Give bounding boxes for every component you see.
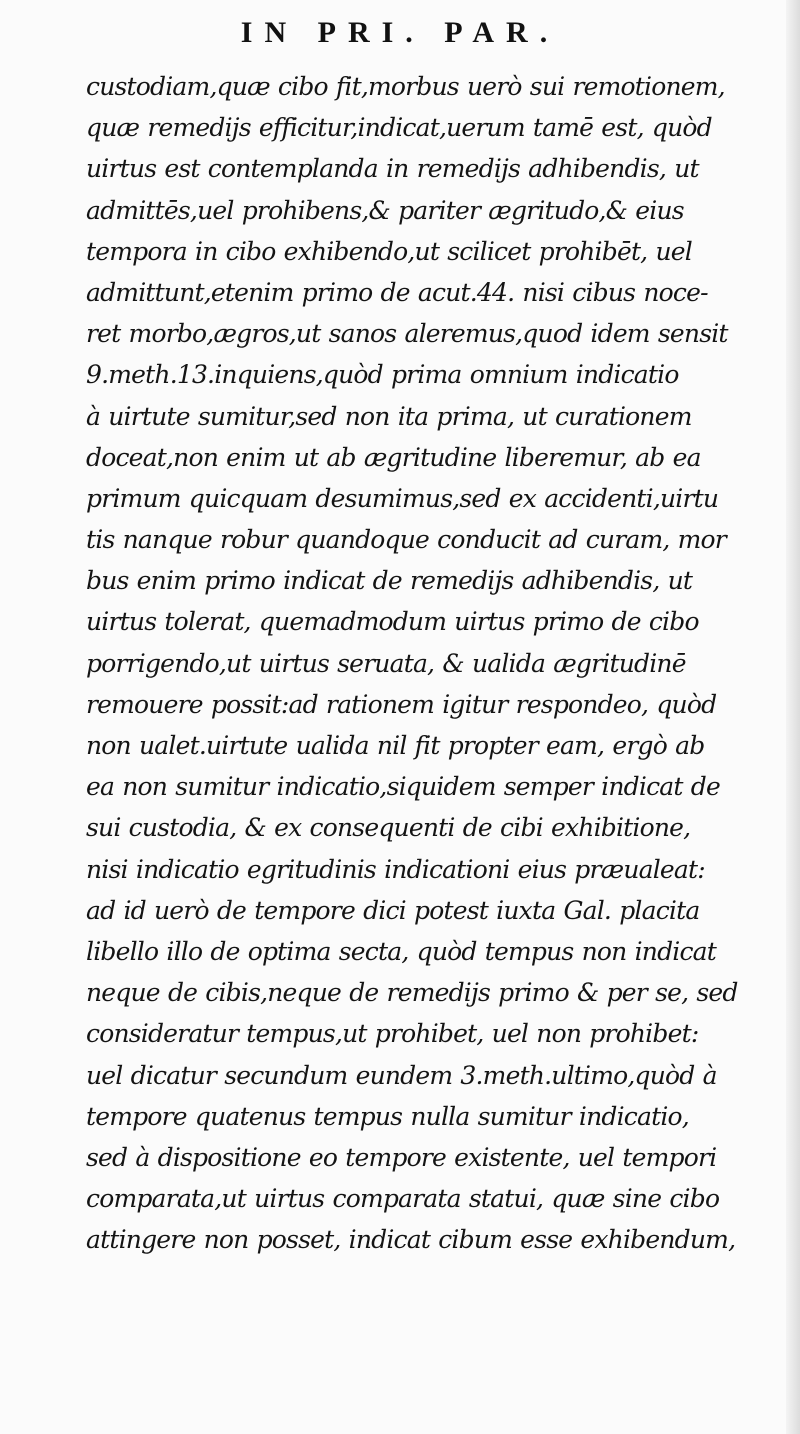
text-line: tis nanque robur quandoque conducit ad curam, mor — [86, 525, 726, 555]
text-line: sui custodia, & ex consequenti de cibi exhibitione, — [86, 813, 691, 843]
text-line: libello illo de optima secta, quòd tempus non indicat — [86, 936, 717, 966]
text-line: porrigendo,ut uirtus seruata, & ualida ægritudinē — [86, 648, 686, 678]
text-line: comparata,ut uirtus comparata statui, quæ sine cibo — [86, 1184, 720, 1214]
running-header: IN PRI. PAR. — [240, 16, 560, 49]
text-line: non ualet.uirtute ualida nil fit propter eam, ergò ab — [86, 731, 705, 760]
body-text — [86, 66, 766, 1260]
text-line: attingere non posset, indicat cibum esse exhibendum, — [86, 1225, 736, 1255]
text-line: remouere possit:ad rationem igitur respondeo, quòd — [86, 689, 717, 719]
text-line: admittēs,uel prohibens,& pariter ægritudo,& eius — [86, 195, 684, 225]
text-line: uel dicatur secundum eundem 3.meth.ultimo,quòd à — [86, 1060, 717, 1090]
text-line: à uirtute sumitur,sed non ita prima, ut curationem — [86, 401, 692, 431]
text-line: admittunt,etenim primo de acut.44. nisi cibus noce- — [86, 277, 708, 307]
text-line: ea non sumitur indicatio,siquidem semper indicat de — [86, 772, 720, 802]
text-line: ad id uerò de tempore dici potest iuxta Gal. placita — [86, 895, 700, 925]
text-line: tempora in cibo exhibendo,ut scilicet prohibēt, uel — [86, 236, 692, 266]
text-line: ret morbo,ægros,ut sanos aleremus,quod idem sensit — [86, 319, 728, 349]
text-line: uirtus est contemplanda in remedijs adhibendis, ut — [86, 154, 699, 184]
text-line: quæ remedijs efficitur,indicat,uerum tamē est, quòd — [86, 113, 712, 143]
text-line: custodiam,quæ cibo fit,morbus uerò sui remotionem, — [86, 72, 725, 101]
text-line: neque de cibis,neque de remedijs primo & per se, sed — [86, 978, 738, 1008]
text-line: sed à dispositione eo tempore existente, uel tempori — [86, 1142, 717, 1172]
text-line: uirtus tolerat, quemadmodum uirtus primo de cibo — [86, 607, 699, 637]
text-line: primum quicquam desumimus,sed ex accidenti,uirtu — [86, 483, 719, 513]
text-line: doceat,non enim ut ab ægritudine liberemur, ab ea — [86, 442, 701, 472]
text-line: nisi indicatio egritudinis indicationi eius præualeat: — [86, 854, 705, 884]
text-line: tempore quatenus tempus nulla sumitur indicatio, — [86, 1101, 689, 1131]
text-line: 9.meth.13.inquiens,quòd prima omnium indicatio — [86, 360, 679, 390]
text-line: consideratur tempus,ut prohibet, uel non prohibet: — [86, 1019, 699, 1049]
text-line: bus enim primo indicat de remedijs adhibendis, ut — [86, 566, 693, 596]
page-edge-shadow — [786, 0, 800, 1434]
